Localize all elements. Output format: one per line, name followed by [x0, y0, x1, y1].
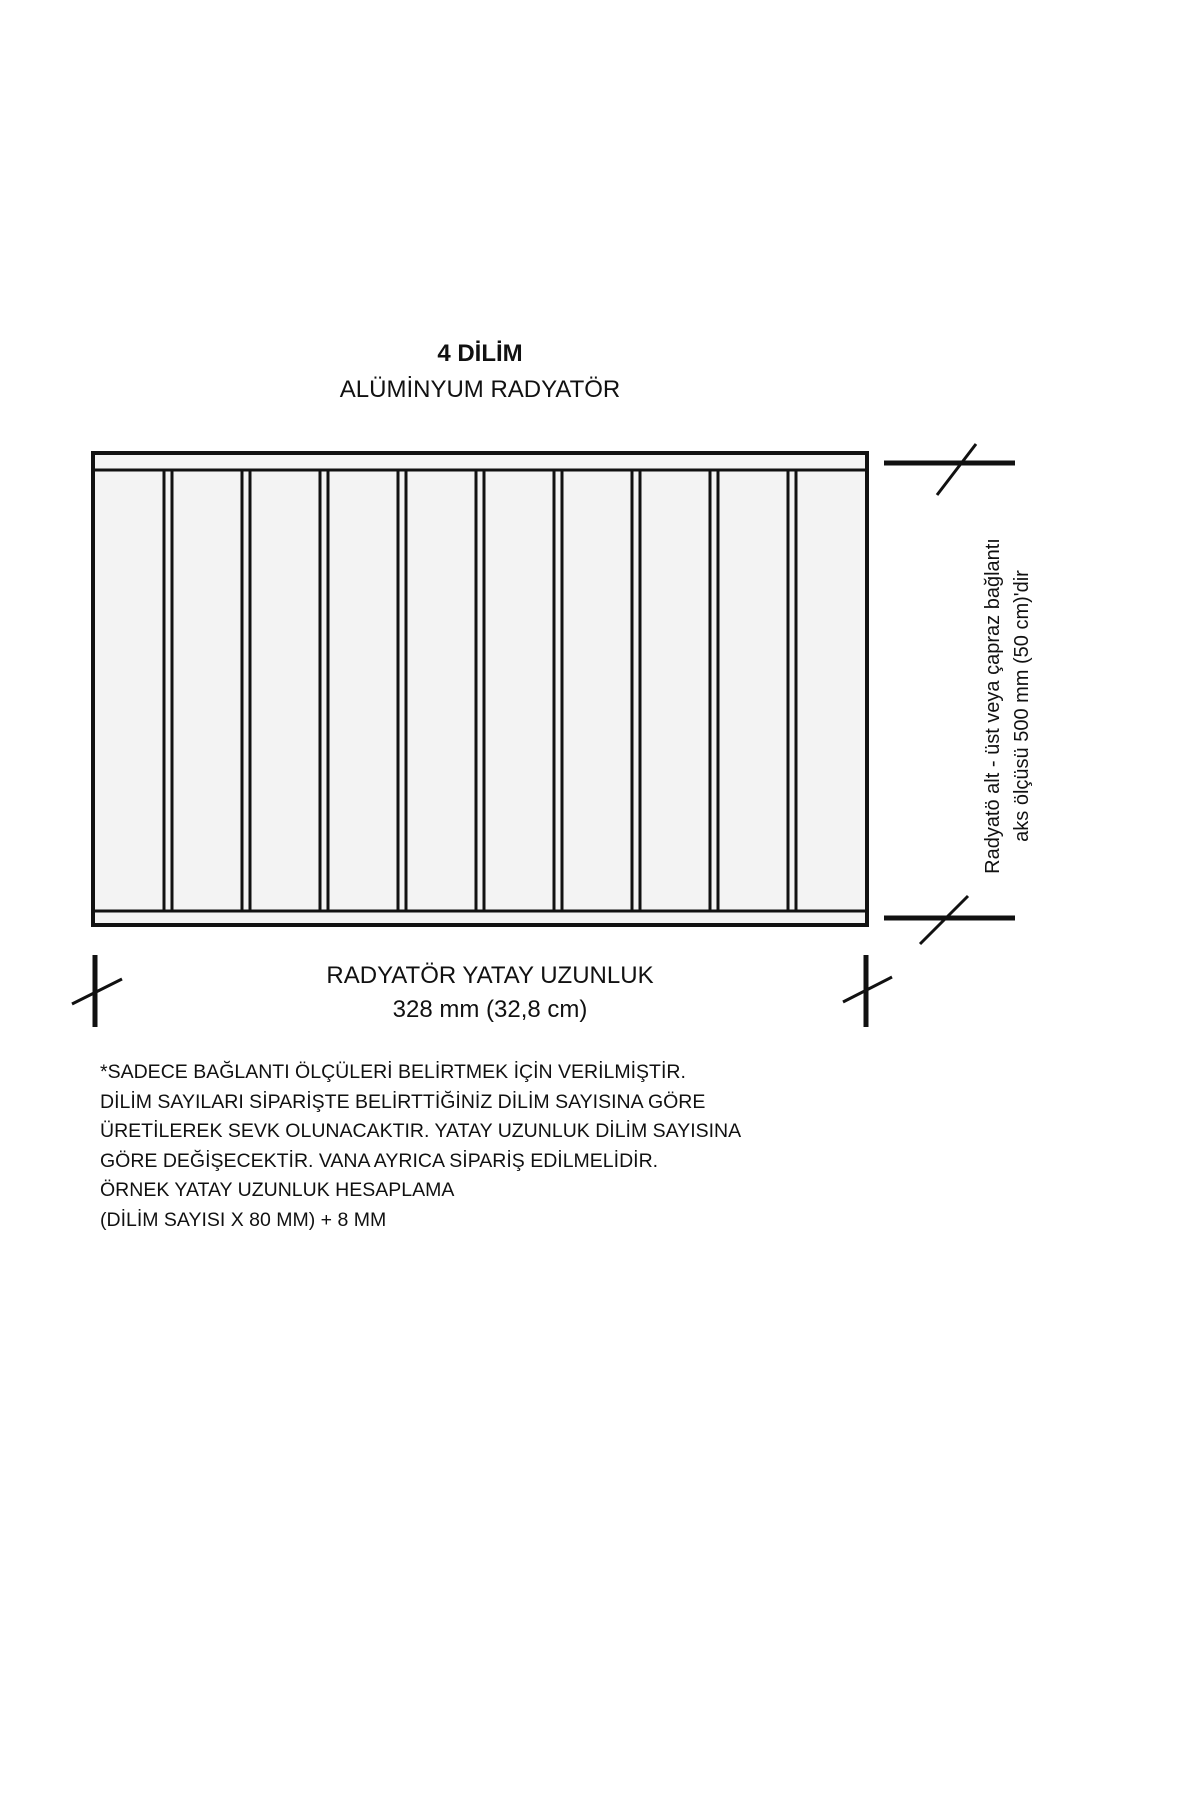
horizontal-dimension-label: RADYATÖR YATAY UZUNLUK [326, 962, 654, 989]
vertical-dimension-label: Radyatö alt - üst veya çapraz bağlantı aks ölçüsü 500 mm (50 cm)'dir [982, 538, 1033, 874]
diagram-subtitle: ALÜMİNYUM RADYATÖR [339, 376, 621, 403]
note-line: *SADECE BAĞLANTI ÖLÇÜLERİ BELİRTMEK İÇİN VERİLMİŞTİR. [100, 1061, 686, 1083]
radiator-drawing [93, 453, 867, 925]
horizontal-dimension-value: 328 mm (32,8 cm) [392, 996, 588, 1023]
notes-block [100, 1058, 820, 1235]
note-line: (DİLİM SAYISI X 80 MM) + 8 MM [100, 1208, 387, 1231]
note-line: ÖRNEK YATAY UZUNLUK HESAPLAMA [100, 1179, 455, 1201]
note-line: DİLİM SAYILARI SİPARİŞTE BELİRTTİĞİNİZ DİLİM SAYISINA GÖRE [100, 1090, 706, 1113]
note-line: ÜRETİLEREK SEVK OLUNACAKTIR. YATAY UZUNLUK DİLİM SAYISINA [100, 1120, 742, 1142]
top-tick-mark [937, 444, 976, 495]
diagram-title: 4 DİLİM [437, 340, 523, 367]
radiator-body [93, 453, 867, 925]
note-line: GÖRE DEĞİŞECEKTİR. VANA AYRICA SİPARİŞ EDİLMELİDİR. [100, 1149, 659, 1172]
